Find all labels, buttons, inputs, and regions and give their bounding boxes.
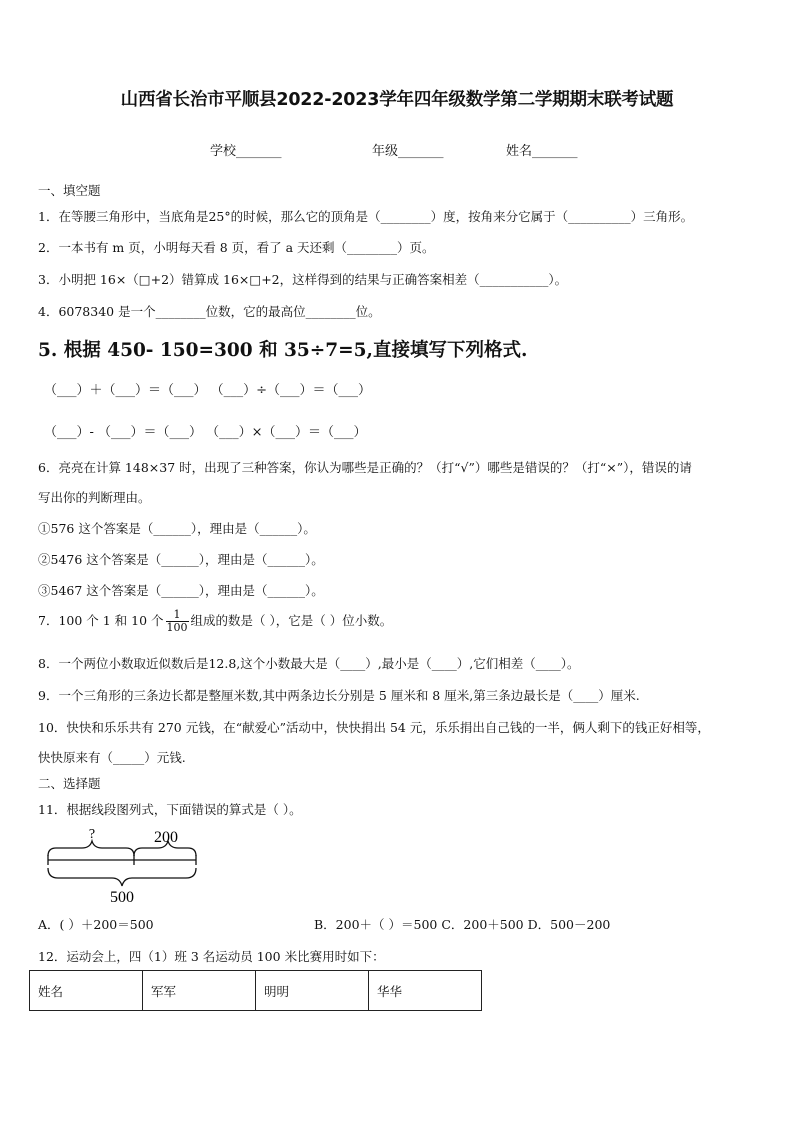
q5-row-2: （___）- （___）＝（___） （___）×（___）＝（___） xyxy=(44,425,367,440)
question-6-cont: 写出你的判断理由。 xyxy=(38,490,151,505)
label-200: 200 xyxy=(154,829,178,846)
question-4: 4．6078340 是一个________位数，它的最高位________位。 xyxy=(38,304,381,319)
label-unknown: ? xyxy=(88,827,96,842)
q6-item-1: ①576 这个答案是（______），理由是（______）。 xyxy=(38,521,316,536)
table-cell: 军军 xyxy=(143,971,256,1011)
question-12: 12．运动会上，四（1）班 3 名运动员 100 米比赛用时如下： xyxy=(38,949,385,964)
question-9: 9．一个三角形的三条边长都是整厘米数,其中两条边长分别是 5 厘米和 8 厘米,第三条边最长是（____）厘米. xyxy=(38,688,640,703)
fraction-numerator: 1 xyxy=(166,609,189,622)
table-cell: 姓名 xyxy=(30,971,143,1011)
q5-row-1: （___）＋（___）＝（___） （___）÷（___）＝（___） xyxy=(44,383,372,398)
q6-item-2: ②5476 这个答案是（______），理由是（______）。 xyxy=(38,552,324,567)
brace-unknown xyxy=(48,841,134,856)
q7-text-after: 组成的数是（ ），它是（ ）位小数。 xyxy=(190,613,393,628)
question-2: 2．一本书有 m 页，小明每天看 8 页，看了 a 天还剩（________）页。 xyxy=(38,240,435,255)
section-choice: 二、选择题 xyxy=(38,776,101,791)
page-title: 山西省长治市平顺县2022-2023学年四年级数学第二学期期末联考试题 xyxy=(120,90,674,110)
name-field: 姓名_______ xyxy=(506,144,578,159)
question-6: 6．亮亮在计算 148×37 时，出现了三种答案，你认为哪些是正确的？（打“√”）哪些是错误的？（打“×”），错误的请 xyxy=(38,460,692,475)
table-row xyxy=(30,971,482,1011)
q11-options-bcd: B．200＋（ ）＝500 C．200＋500 D．500－200 xyxy=(314,917,611,932)
grade-field: 年级_______ xyxy=(372,144,444,159)
q11-option-a: A．( ）＋200＝500 xyxy=(38,917,154,932)
label-500: 500 xyxy=(110,889,134,906)
table-cell: 华华 xyxy=(369,971,482,1011)
q7-text-before: 7．100 个 1 和 10 个 xyxy=(38,613,164,628)
question-8: 8．一个两位小数取近似数后是12.8,这个小数最大是（____）,最小是（____）,它们相差（____）。 xyxy=(38,656,580,671)
brace-total xyxy=(48,868,196,886)
q6-item-3: ③5467 这个答案是（______），理由是（______）。 xyxy=(38,583,324,598)
line-segment-diagram xyxy=(40,826,210,908)
question-5: 5. 根据 450- 150=300 和 35÷7=5,直接填写下列格式. xyxy=(38,340,528,361)
question-7 xyxy=(38,609,392,634)
section-fill-blank: 一、填空题 xyxy=(38,183,101,198)
fraction-denominator: 100 xyxy=(166,621,188,634)
question-11: 11．根据线段图列式，下面错误的算式是（ ）。 xyxy=(38,802,302,817)
question-1: 1．在等腰三角形中，当底角是25°的时候，那么它的顶角是（________）度，按角来分它属于（__________）三角形。 xyxy=(38,209,694,224)
question-10: 10．快快和乐乐共有 270 元钱，在“献爱心”活动中，快快捐出 54 元，乐乐捐出自己钱的一半，俩人剩下的钱正好相等， xyxy=(38,720,710,735)
question-3: 3．小明把 16×（□+2）错算成 16×□+2，这样得到的结果与正确答案相差（___________）。 xyxy=(38,272,568,287)
fraction-one-hundredth xyxy=(166,609,189,634)
race-time-table xyxy=(29,970,482,1011)
school-field: 学校_______ xyxy=(210,144,282,159)
question-10-cont: 快快原来有（_____）元钱. xyxy=(38,750,186,765)
table-cell: 明明 xyxy=(256,971,369,1011)
